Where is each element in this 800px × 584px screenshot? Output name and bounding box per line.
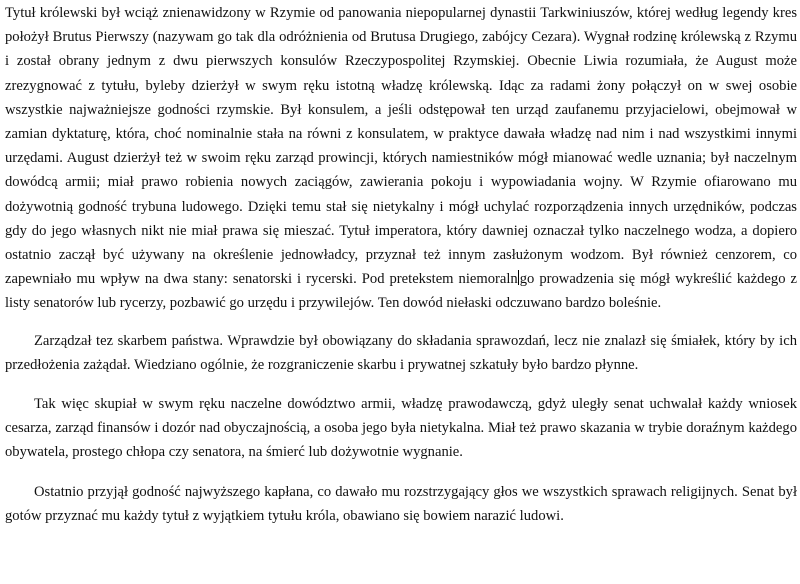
paragraph-1-text-before-caret: Tytuł królewski był wciąż znienawidzony w Rzymie od panowania niepopularnej dynastii Tarkwiniuszów, której według legendy kres położył Brutus Pierwszy (nazywam go tak dla odróżnienia od Brutusa Drugiego, zabójcy Cezara). Wygnał rodzinę królewską z Rzymu i został obrany jednym z dwu pierwszych konsulów Rzeczypospolitej Rzymskiej. Obecnie Liwia rozumiała, że August może zrezygnować z tytułu, byleby dzierżył w swym ręku istotną władzę królewską. Idąc za radami żony połączył on w swej osobie wszystkie najważniejsze godności rzymskie. Był konsulem, a jeśli odstępował ten urząd zaufanemu przyjacielowi, obejmował w zamian dyktaturę, która, choć nominalnie stała na równi z konsulatem, w praktyce dawała władzę nad nim i nad wszystkimi innymi urzędami. August dzierżył też w swoim ręku zarząd prowincji, których namiestników mógł mianować wedle uznania; był naczelnym dowódcą armii; miał prawo robienia nowych zaciągów, zawierania pokoju i wypowiadania wojny. W Rzymie ofiarowano mu dożywotnią godność trybuna ludowego. Dzięki temu stał się nietykalny i mógł uchylać rozporządzenia innych urzędników, podczas gdy do jego własnych nikt nie miał prawa się mieszać. Tytuł imperatora, który dawniej oznaczał tylko naczelnego wodza, a dopiero ostatnio zaczął być używany na określenie jednowładcy, przyznał też innym zasłużonym wodzom. Był również cenzorem, co zapewniało mu wpływ na dwa stany: senatorski i rycerski. Pod pretekstem niemoraln [5, 5, 797, 288]
paragraph-2: Zarządzał tez skarbem państwa. Wprawdzie był obowiązany do składania sprawozdań, lecz nie znalazł się śmiałek, który by ich przedłożenia zażądał. Wiedziano ogólnie, że rozgraniczenie skarbu i prywatnej szkatuły było bardzo płynne. [5, 332, 797, 373]
paragraph-1-text-after-caret: go prowadzenia się mógł wykreślić każdego z listy senatorów lub rycerzy, pozbawić go urzędu i przywilejów. Ten dowód niełaski odczuwano bardzo boleśnie. [5, 271, 797, 312]
paragraph-4: Ostatnio przyjął godność najwyższego kapłana, co dawało mu rozstrzygający głos we wszystkich sprawach religijnych. Senat był gotów przyznać mu każdy tytuł z wyjątkiem tytułu króla, obawiano się bowiem narazić ludowi. [5, 483, 797, 524]
paragraph-3: Tak więc skupiał w swym ręku naczelne dowództwo armii, władzę prawodawczą, gdyż uległy senat uchwalał każdy wniosek cesarza, zarząd finansów i dozór nad obyczajnością, a osoba jego była nietykalna. Miał też prawo skazania w trybie doraźnym każdego obywatela, prostego chłopa czy senatora, na śmierć lub dożywotnie wygnanie. [5, 396, 797, 461]
paragraph-1 [5, 1, 797, 316]
